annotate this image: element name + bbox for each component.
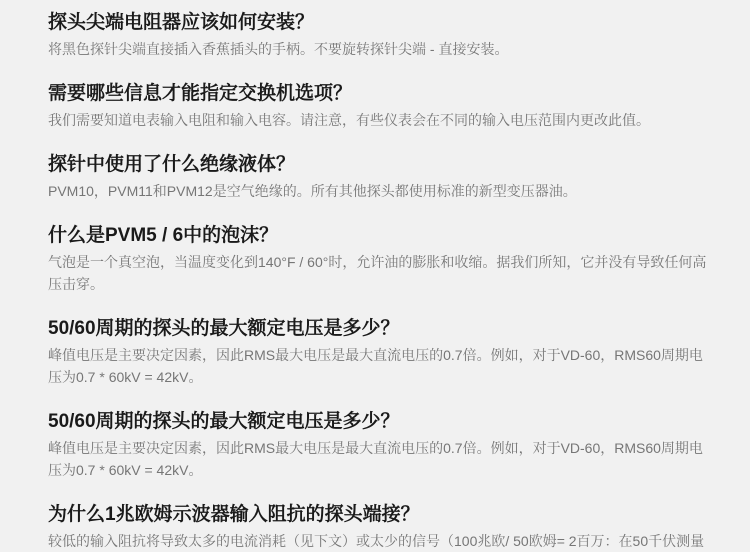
faq-answer: 峰值电压是主要决定因素，因此RMS最大电压是最大直流电压的0.7倍。例如，对于VD-60，RMS60周期电压为0.7 * 60kV = 42kV。 — [48, 347, 703, 385]
faq-question: 探针中使用了什么绝缘液体？ — [48, 154, 296, 175]
faq-item — [48, 318, 708, 388]
faq-answer: 峰值电压是主要决定因素，因此RMS最大电压是最大直流电压的0.7倍。例如，对于VD-60，RMS60周期电压为0.7 * 60kV = 42kV。 — [48, 440, 703, 478]
faq-question: 为什么1兆欧姆示波器输入阻抗的探头端接？ — [48, 504, 420, 525]
faq-item — [48, 154, 708, 202]
faq-question: 50/60周期的探头的最大额定电压是多少？ — [48, 411, 400, 432]
faq-answer: 气泡是一个真空泡，当温度变化到140°F / 60°时，允许油的膨胀和收缩。据我们所知，它并没有导致任何高压击穿。 — [48, 254, 707, 292]
faq-question: 需要哪些信息才能指定交换机选项？ — [48, 83, 353, 104]
faq-item — [48, 225, 708, 295]
faq-item — [48, 504, 708, 552]
faq-list — [48, 12, 708, 552]
faq-answer: 我们需要知道电表输入电阻和输入电容。请注意，有些仪表会在不同的输入电压范围内更改此值。 — [48, 112, 650, 128]
faq-question: 50/60周期的探头的最大额定电压是多少？ — [48, 318, 400, 339]
faq-item — [48, 83, 708, 131]
faq-question: 什么是PVM5 / 6中的泡沫？ — [48, 225, 279, 246]
faq-answer: 较低的输入阻抗将导致太多的电流消耗（见下文）或太少的信号（100兆欧/ 50欧姆= 2百万：在50千伏测量 — [48, 533, 705, 549]
faq-item — [48, 411, 708, 481]
faq-answer: PVM10，PVM11和PVM12是空气绝缘的。所有其他探头都使用标准的新型变压器油。 — [48, 183, 577, 199]
faq-answer: 将黑色探针尖端直接插入香蕉插头的手柄。不要旋转探针尖端 - 直接安装。 — [48, 41, 509, 57]
faq-item — [48, 12, 708, 60]
faq-question: 探头尖端电阻器应该如何安装？ — [48, 12, 315, 33]
